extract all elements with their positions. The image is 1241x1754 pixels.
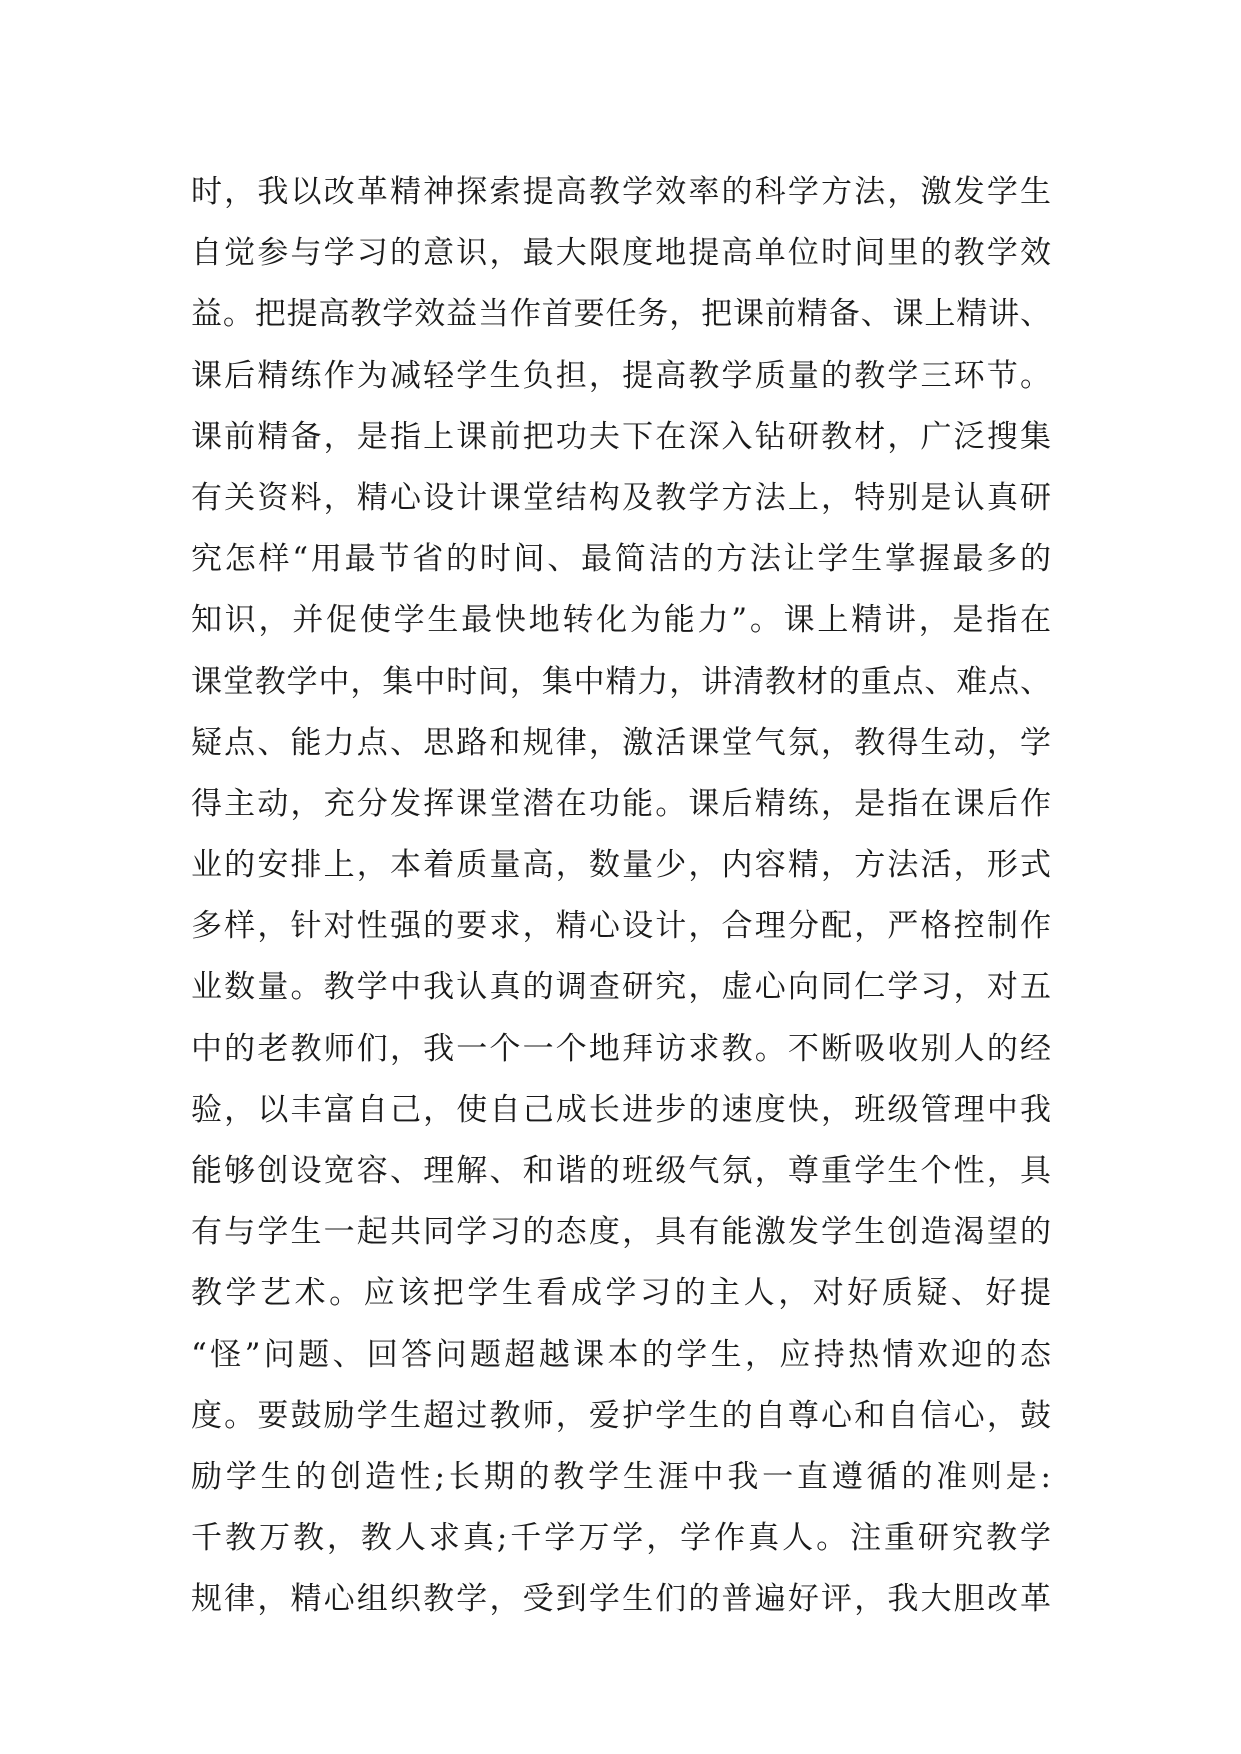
text-line: 规律，精心组织教学，受到学生们的普遍好评，我大胆改革 [191, 1581, 1051, 1618]
text-line: 能够创设宽容、理解、和谐的班级气氛，尊重学生个性，具 [191, 1153, 1051, 1189]
text-line: 得主动，充分发挥课堂潜在功能。课后精练，是指在课后作 [191, 785, 1051, 822]
text-line: 千教万教，教人求真;千学万学，学作真人。注重研究教学 [191, 1520, 1051, 1557]
text-line: 验，以丰富自己，使自己成长进步的速度快，班级管理中我 [191, 1091, 1051, 1128]
text-line: 自觉参与学习的意识，最大限度地提高单位时间里的教学效 [191, 235, 1051, 272]
text-line: 益。把提高教学效益当作首要任务，把课前精备、课上精讲、 [191, 296, 1051, 333]
text-line: 多样，针对性强的要求，精心设计，合理分配，严格控制作 [191, 908, 1051, 945]
body-text [191, 162, 1051, 1631]
text-line: 度。要鼓励学生超过教师，爱护学生的自尊心和自信心，鼓 [191, 1397, 1051, 1434]
text-line: 业的安排上，本着质量高，数量少，内容精，方法活，形式 [191, 847, 1051, 884]
text-line: 课堂教学中，集中时间，集中精力，讲清教材的重点、难点、 [191, 663, 1051, 700]
text-line: 时，我以改革精神探索提高教学效率的科学方法，激发学生 [191, 174, 1051, 210]
text-line: 课后精练作为减轻学生负担，提高教学质量的教学三环节。 [191, 357, 1051, 394]
text-line: “怪”问题、回答问题超越课本的学生，应持热情欢迎的态 [191, 1336, 1051, 1373]
text-line: 励学生的创造性;长期的教学生涯中我一直遵循的准则是: [191, 1458, 1051, 1495]
text-line: 知识，并促使学生最快地转化为能力”。课上精讲，是指在 [191, 602, 1051, 639]
text-line: 疑点、能力点、思路和规律，激活课堂气氛，教得生动，学 [191, 724, 1051, 761]
text-line: 究怎样“用最节省的时间、最简洁的方法让学生掌握最多的 [191, 541, 1051, 578]
text-line: 有与学生一起共同学习的态度，具有能激发学生创造渴望的 [191, 1214, 1051, 1251]
text-line: 教学艺术。应该把学生看成学习的主人，对好质疑、好提 [191, 1275, 1051, 1312]
text-line: 业数量。教学中我认真的调查研究，虚心向同仁学习，对五 [191, 969, 1051, 1006]
text-line: 中的老教师们，我一个一个地拜访求教。不断吸收别人的经 [191, 1030, 1051, 1067]
text-line: 课前精备，是指上课前把功夫下在深入钻研教材，广泛搜集 [191, 418, 1051, 455]
text-line: 有关资料，精心设计课堂结构及教学方法上，特别是认真研 [191, 479, 1051, 516]
